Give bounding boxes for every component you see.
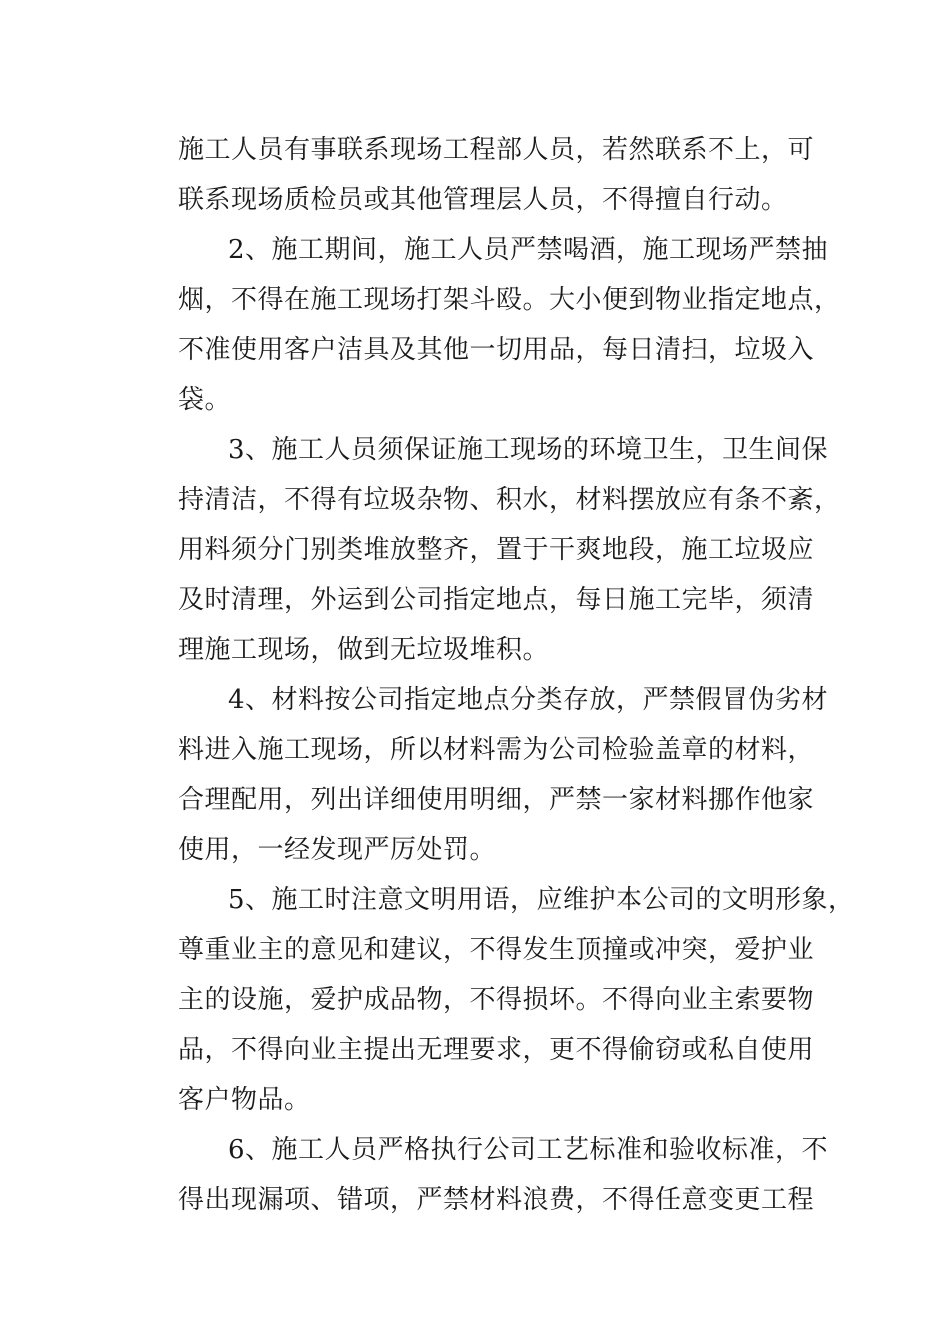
text-line: 不准使用客户洁具及其他一切用品，每日清扫，垃圾入 xyxy=(178,335,815,365)
text-line: 持清洁，不得有垃圾杂物、积水，材料摆放应有条不紊， xyxy=(178,485,841,515)
paragraph-start-line: 4、材料按公司指定地点分类存放，严禁假冒伪劣材 xyxy=(228,685,829,715)
text-line: 合理配用，列出详细使用明细，严禁一家材料挪作他家 xyxy=(178,785,815,815)
text-line: 使用，一经发现严厉处罚。 xyxy=(178,835,497,865)
text-line: 客户物品。 xyxy=(178,1085,311,1115)
text-line: 烟，不得在施工现场打架斗殴。大小便到物业指定地点， xyxy=(178,285,841,315)
text-line: 袋。 xyxy=(178,385,232,415)
text-line: 施工人员有事联系现场工程部人员，若然联系不上，可 xyxy=(178,135,815,165)
text-line: 尊重业主的意见和建议，不得发生顶撞或冲突，爱护业 xyxy=(178,935,815,965)
paragraph-start-line: 6、施工人员严格执行公司工艺标准和验收标准，不 xyxy=(228,1135,829,1165)
paragraph-start-line: 3、施工人员须保证施工现场的环境卫生，卫生间保 xyxy=(228,435,829,465)
text-line: 及时清理，外运到公司指定地点，每日施工完毕，须清 xyxy=(178,585,815,615)
text-line: 用料须分门别类堆放整齐，置于干爽地段，施工垃圾应 xyxy=(178,535,815,565)
text-line: 得出现漏项、错项，严禁材料浪费，不得任意变更工程 xyxy=(178,1185,815,1215)
text-line: 料进入施工现场，所以材料需为公司检验盖章的材料， xyxy=(178,735,815,765)
paragraph-start-line: 5、施工时注意文明用语，应维护本公司的文明形象， xyxy=(228,885,855,915)
text-line: 主的设施，爱护成品物，不得损坏。不得向业主索要物 xyxy=(178,985,815,1015)
text-line: 品，不得向业主提出无理要求，更不得偷窃或私自使用 xyxy=(178,1035,815,1065)
text-line: 联系现场质检员或其他管理层人员，不得擅自行动。 xyxy=(178,185,788,215)
text-line: 理施工现场，做到无垃圾堆积。 xyxy=(178,635,550,665)
paragraph-start-line: 2、施工期间，施工人员严禁喝酒，施工现场严禁抽 xyxy=(228,235,829,265)
